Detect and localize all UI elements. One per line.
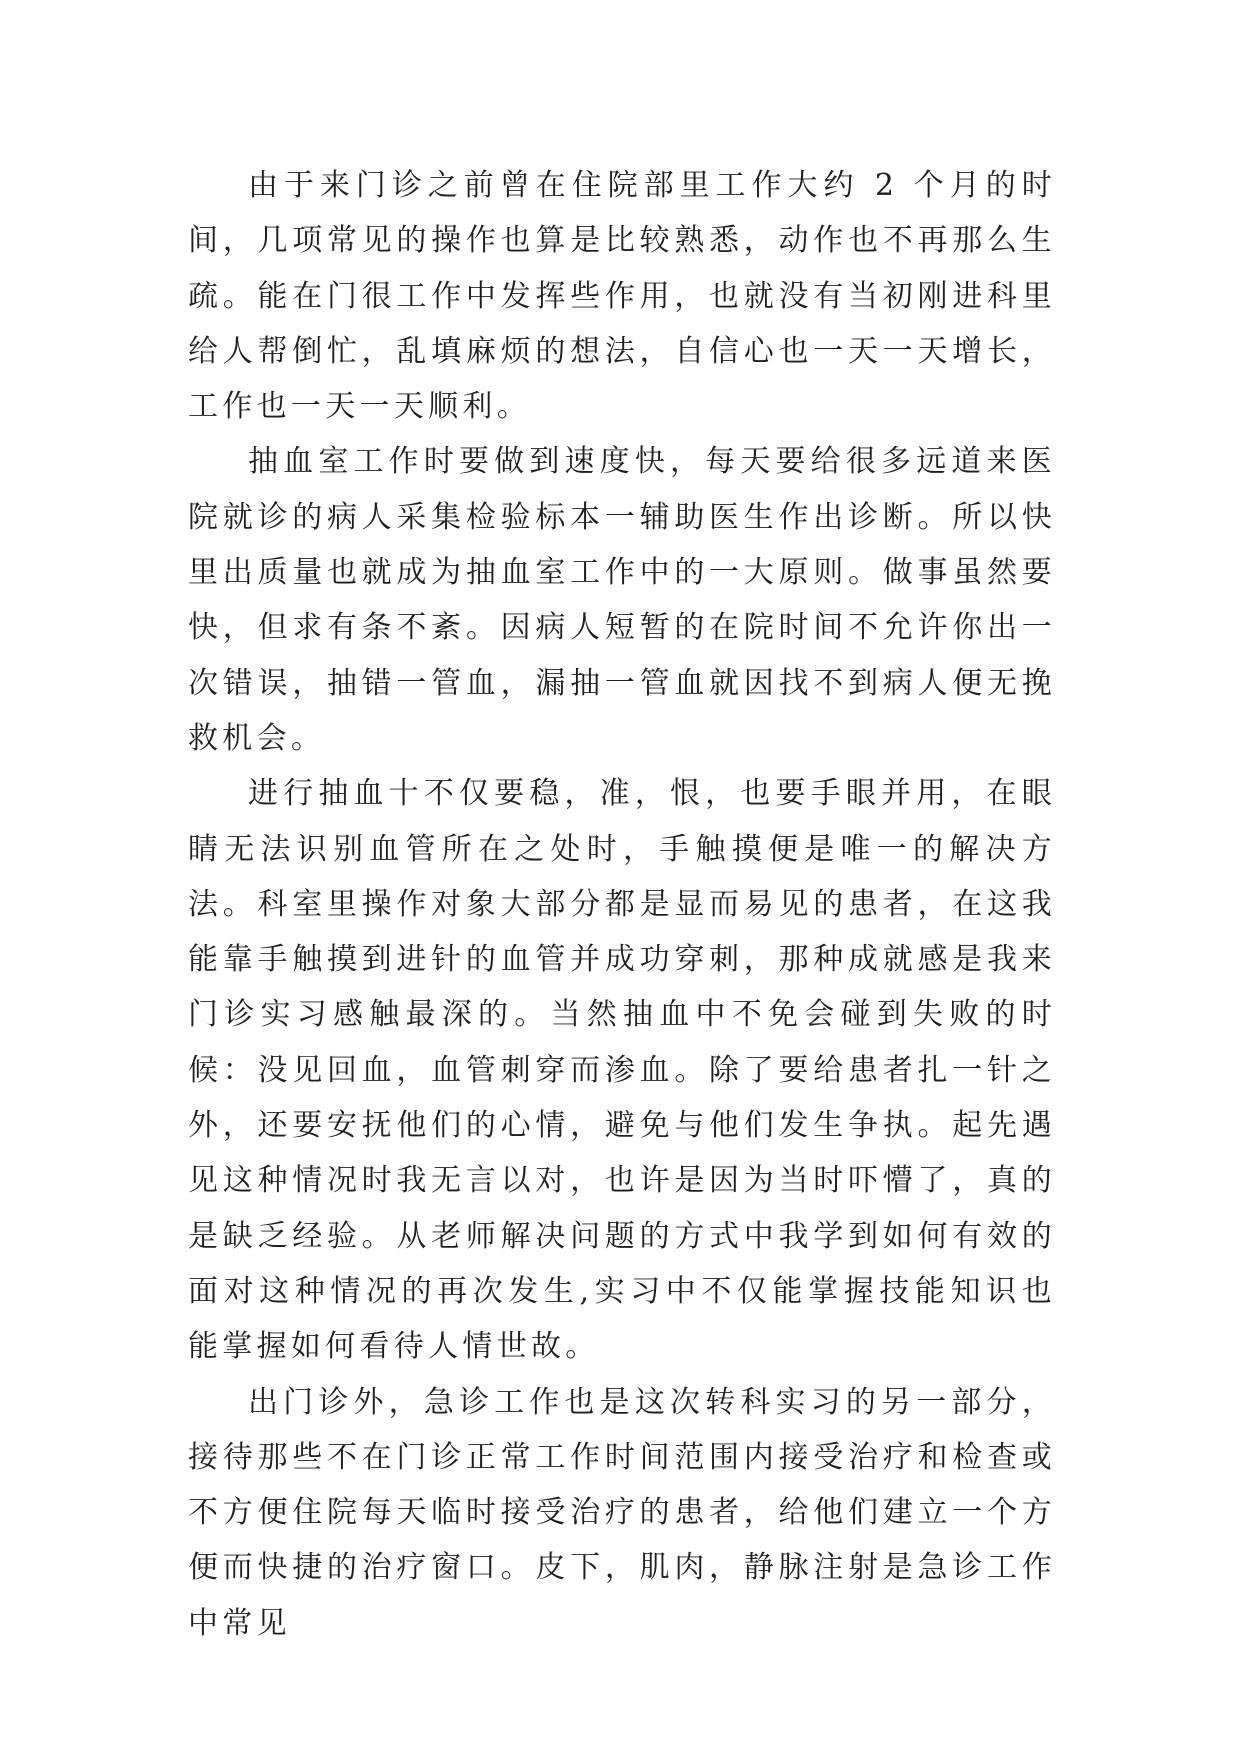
body-text: [188, 158, 1056, 1651]
paragraph-4: 出门诊外，急诊工作也是这次转科实习的另一部分，接待那些不在门诊正常工作时间范围内接受治疗和检查或不方便住院每天临时接受治疗的患者，给他们建立一个方便而快捷的治疗窗口。皮下，肌肉，静脉注射是急诊工作中常见: [188, 1384, 1056, 1641]
paragraph-3: 进行抽血十不仅要稳，准，恨，也要手眼并用，在眼睛无法识别血管所在之处时，手触摸便是唯一的解决方法。科室里操作对象大部分都是显而易见的患者，在这我能靠手触摸到进针的血管并成功穿刺，那种成就感是我来门诊实习感触最深的。当然抽血中不免会碰到失败的时候：没见回血，血管刺穿而渗血。除了要给患者扎一针之外，还要安抚他们的心情，避免与他们发生争执。起先遇见这种情况时我无言以对，也许是因为当时吓懵了，真的是缺乏经验。从老师解决问题的方式中我学到如何有效的面对这种情况的再次发生,实习中不仅能掌握技能知识也能掌握如何看待人情世故。: [188, 776, 1056, 1365]
paragraph-1: 由于来门诊之前曾在住院部里工作大约 2 个月的时间，几项常见的操作也算是比较熟悉，动作也不再那么生疏。能在门很工作中发挥些作用，也就没有当初刚进科里给人帮倒忙，乱填麻烦的想法，自信心也一天一天增长，工作也一天一天顺利。: [188, 168, 1056, 425]
paragraph-2: 抽血室工作时要做到速度快，每天要给很多远道来医院就诊的病人采集检验标本一辅助医生作出诊断。所以快里出质量也就成为抽血室工作中的一大原则。做事虽然要快，但求有条不紊。因病人短暂的在院时间不允许你出一次错误，抽错一管血，漏抽一管血就因找不到病人便无挽救机会。: [188, 444, 1056, 756]
